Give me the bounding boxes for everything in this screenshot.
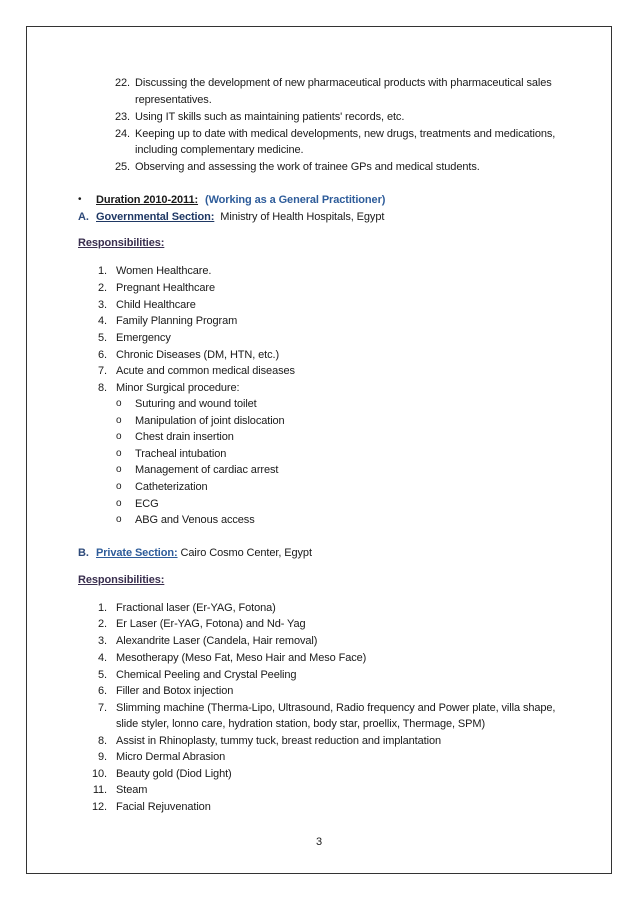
duration-note: (Working as a General Practitioner): [205, 194, 386, 206]
section-b-text: Cairo Cosmo Center, Egypt: [180, 547, 312, 559]
section-b-label: Private Section:: [96, 547, 178, 559]
circle-bullet-icon: o: [116, 514, 122, 525]
duration-label: Duration 2010-2011:: [96, 194, 199, 206]
responsibilities-heading: Responsibilities:: [78, 237, 165, 249]
circle-bullet-icon: o: [116, 464, 122, 475]
bullet-icon: •: [78, 194, 82, 205]
circle-bullet-icon: o: [116, 481, 122, 492]
circle-bullet-icon: o: [116, 431, 122, 442]
section-a-text: Ministry of Health Hospitals, Egypt: [220, 211, 385, 223]
circle-bullet-icon: o: [116, 498, 122, 509]
circle-bullet-icon: o: [116, 415, 122, 426]
page-number: 3: [315, 836, 323, 848]
circle-bullet-icon: o: [116, 398, 122, 409]
responsibilities-heading: Responsibilities:: [78, 574, 165, 586]
section-a-label: Governmental Section:: [96, 211, 215, 223]
circle-bullet-icon: o: [116, 448, 122, 459]
